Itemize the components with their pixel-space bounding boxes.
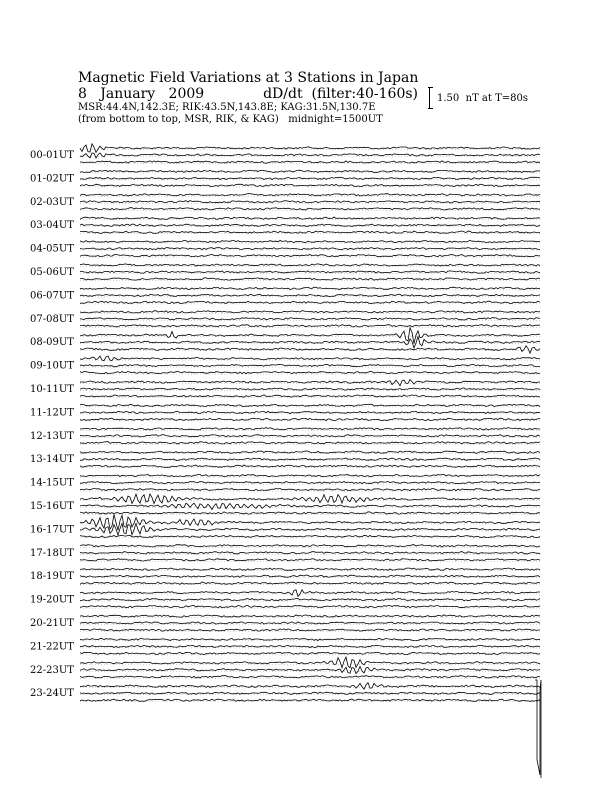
- hour-label: 18-19UT: [30, 571, 74, 583]
- series-trace-MSR: [80, 465, 540, 467]
- series-trace-KAG: [80, 638, 540, 640]
- hour-label: 23-24UT: [30, 688, 74, 700]
- series-trace-MSR: [80, 346, 540, 354]
- series-trace-MSR: [80, 512, 540, 514]
- series-trace-RIK: [80, 523, 540, 535]
- series-trace-MSR: [80, 231, 540, 233]
- hour-label: 02-03UT: [30, 196, 74, 208]
- hour-label: 10-11UT: [30, 384, 74, 395]
- series-trace-RIK: [80, 622, 540, 624]
- hour-label: 01-02UT: [30, 173, 74, 185]
- series-trace-MSR: [80, 184, 540, 186]
- hour-label: 14-15UT: [30, 477, 74, 489]
- hour-label: 11-12UT: [30, 407, 74, 419]
- series-trace-KAG: [80, 144, 540, 153]
- series-trace-RIK: [80, 201, 540, 203]
- series-trace-RIK: [80, 598, 540, 600]
- series-trace-RIK: [80, 411, 540, 413]
- series-trace-KAG: [80, 683, 540, 690]
- series-trace-RIK: [80, 248, 540, 250]
- series-trace-KAG: [80, 217, 540, 219]
- series-trace-MSR: [80, 371, 540, 373]
- series-trace-KAG: [80, 194, 540, 196]
- series-trace-KAG: [80, 494, 540, 504]
- hour-label: 16-17UT: [30, 524, 74, 536]
- series-trace-KAG: [80, 170, 540, 172]
- scale-label: 1.50 nT at T=80s: [437, 93, 528, 104]
- series-trace-MSR: [80, 161, 540, 163]
- series-trace-MSR: [80, 208, 540, 210]
- series-trace-MSR: [80, 395, 540, 397]
- series-trace-KAG: [80, 515, 540, 531]
- hour-label: 15-16UT: [30, 501, 74, 512]
- series-trace-KAG: [80, 590, 540, 597]
- series-trace-MSR: [80, 254, 540, 256]
- series-trace-MSR: [80, 418, 540, 420]
- hour-label: 22-23UT: [30, 664, 74, 676]
- hour-label: 05-06UT: [30, 267, 74, 278]
- series-trace-MSR: [80, 629, 540, 631]
- series-trace-RIK: [80, 458, 540, 460]
- station-coordinates: MSR:44.4N,142.3E; RIK:43.5N,143.8E; KAG:31.5N,130.7E: [78, 102, 376, 113]
- chart-date: 8 January 2009: [78, 86, 205, 102]
- hour-label: 06-07UT: [30, 290, 74, 302]
- chart-title: Magnetic Field Variations at 3 Stations in Japan: [78, 70, 419, 86]
- series-trace-RIK: [80, 482, 540, 484]
- series-trace-MSR: [80, 325, 540, 327]
- series-trace-RIK: [80, 153, 540, 158]
- hour-label: 08-09UT: [30, 337, 74, 349]
- hour-label: 00-01UT: [30, 150, 74, 161]
- hour-label: 04-05UT: [30, 243, 74, 255]
- series-trace-RIK: [80, 224, 540, 226]
- chart-quantity: dD/dt (filter:40-160s): [263, 86, 418, 102]
- series-trace-MSR: [80, 676, 540, 678]
- series-trace-RIK: [80, 692, 540, 694]
- trace-order-note: (from bottom to top, MSR, RIK, & KAG) midnight=1500UT: [78, 114, 383, 125]
- series-trace-KAG: [80, 240, 540, 242]
- series-trace-KAG: [80, 615, 540, 617]
- series-trace-KAG: [80, 287, 540, 289]
- series-trace-MSR: [80, 582, 540, 584]
- series-trace-MSR: [80, 606, 540, 608]
- series-trace-MSR: [80, 559, 540, 561]
- series-trace-RIK: [80, 364, 540, 366]
- series-trace-MSR: [80, 535, 540, 537]
- series-trace-RIK: [80, 318, 540, 320]
- series-trace-KAG: [80, 545, 540, 547]
- series-trace-MSR: [80, 278, 540, 280]
- series-trace-KAG: [80, 568, 540, 570]
- series-trace-RIK: [80, 645, 540, 647]
- series-trace-RIK: [80, 177, 540, 179]
- series-trace-RIK: [80, 667, 540, 674]
- series-trace-KAG: [80, 657, 540, 668]
- series-trace-MSR: [80, 652, 540, 654]
- hour-label: 19-20UT: [30, 594, 74, 606]
- series-trace-KAG: [80, 264, 540, 266]
- series-trace-KAG: [80, 380, 540, 386]
- series-trace-MSR: [80, 699, 540, 701]
- series-trace-KAG: [80, 428, 540, 430]
- series-trace-KAG: [80, 404, 540, 406]
- series-trace-RIK: [80, 388, 540, 390]
- series-trace-RIK: [80, 575, 540, 577]
- series-trace-RIK: [80, 337, 540, 348]
- series-trace-RIK: [80, 294, 540, 296]
- hour-label: 03-04UT: [30, 220, 74, 232]
- series-trace-MSR: [80, 442, 540, 444]
- series-trace-RIK: [80, 503, 540, 510]
- series-trace-KAG: [80, 451, 540, 453]
- spike-trace: [535, 680, 541, 778]
- series-trace-RIK: [80, 552, 540, 554]
- hour-label: 17-18UT: [30, 547, 74, 559]
- series-trace-MSR: [80, 301, 540, 303]
- series-trace-RIK: [80, 435, 540, 437]
- series-trace-KAG: [80, 311, 540, 313]
- hour-label: 13-14UT: [30, 454, 74, 466]
- hour-label: 12-13UT: [30, 430, 74, 442]
- hour-label: 20-21UT: [30, 618, 74, 629]
- hour-label: 21-22UT: [30, 641, 74, 653]
- series-trace-RIK: [80, 271, 540, 273]
- series-trace-MSR: [80, 488, 540, 490]
- hour-label: 09-10UT: [30, 360, 74, 372]
- series-trace-KAG: [80, 474, 540, 476]
- hour-label: 07-08UT: [30, 313, 74, 325]
